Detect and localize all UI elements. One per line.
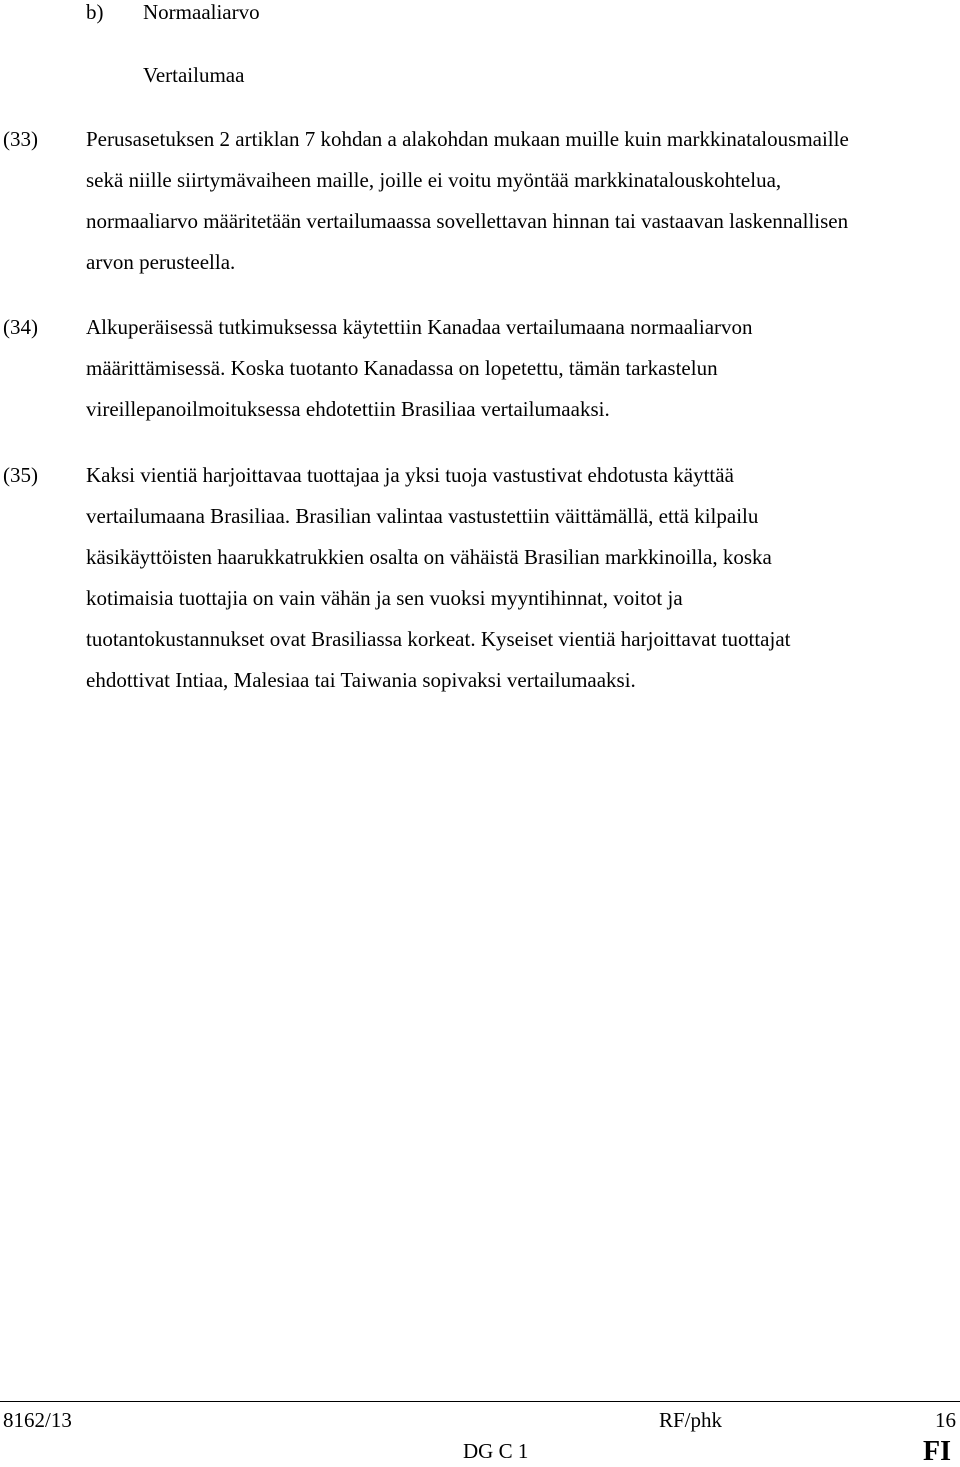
paragraph-line: arvon perusteella.	[86, 250, 236, 274]
paragraph-line: normaaliarvo määritetään vertailumaassa sovellettavan hinnan tai vastaavan laskennallisen	[86, 209, 849, 233]
paragraph-line: sekä niille siirtymävaiheen maille, joille ei voitu myöntää markkinatalouskohtelua,	[86, 168, 782, 192]
paragraph-line: ehdottivat Intiaa, Malesiaa tai Taiwania sopivaksi vertailumaaksi.	[86, 668, 636, 692]
paragraph-line: vireillepanoilmoituksessa ehdotettiin Brasiliaa vertailumaaksi.	[86, 397, 610, 421]
paragraph-line: määrittämisessä. Koska tuotanto Kanadassa on lopetettu, tämän tarkastelun	[86, 356, 718, 380]
footer-directorate: DG C 1	[463, 1439, 529, 1463]
paragraph-number: (35)	[3, 463, 38, 487]
paragraph-text	[86, 307, 960, 430]
paragraph-number: (33)	[3, 127, 38, 151]
footer-language: FI	[923, 1436, 951, 1467]
footer-page-number: 16	[935, 1408, 956, 1432]
paragraph-line: kotimaisia tuottajia on vain vähän ja sen vuoksi myyntihinnat, voitot ja	[86, 586, 683, 610]
section-title: Normaaliarvo	[143, 0, 260, 24]
section-label: b)	[86, 0, 104, 24]
paragraph-text	[86, 455, 960, 701]
subsection-title: Vertailumaa	[143, 63, 245, 87]
paragraph-line: tuotantokustannukset ovat Brasiliassa korkeat. Kyseiset vientiä harjoittavat tuottajat	[86, 627, 791, 651]
paragraph-line: Alkuperäisessä tutkimuksessa käytettiin Kanadaa vertailumaana normaaliarvon	[86, 315, 753, 339]
paragraph-text	[86, 119, 960, 283]
footer-divider	[0, 1401, 960, 1402]
paragraph-line: vertailumaana Brasiliaa. Brasilian valintaa vastustettiin väittämällä, että kilpailu	[86, 504, 759, 528]
paragraph-line: Perusasetuksen 2 artiklan 7 kohdan a alakohdan mukaan muille kuin markkinatalousmaille	[86, 127, 849, 151]
paragraph-line: Kaksi vientiä harjoittavaa tuottajaa ja yksi tuoja vastustivat ehdotusta käyttää	[86, 463, 734, 487]
footer-doc-number: 8162/13	[3, 1408, 72, 1432]
footer-initials: RF/phk	[659, 1408, 723, 1432]
paragraph-number: (34)	[3, 315, 38, 339]
paragraph-line: käsikäyttöisten haarukkatrukkien osalta on vähäistä Brasilian markkinoilla, koska	[86, 545, 772, 569]
